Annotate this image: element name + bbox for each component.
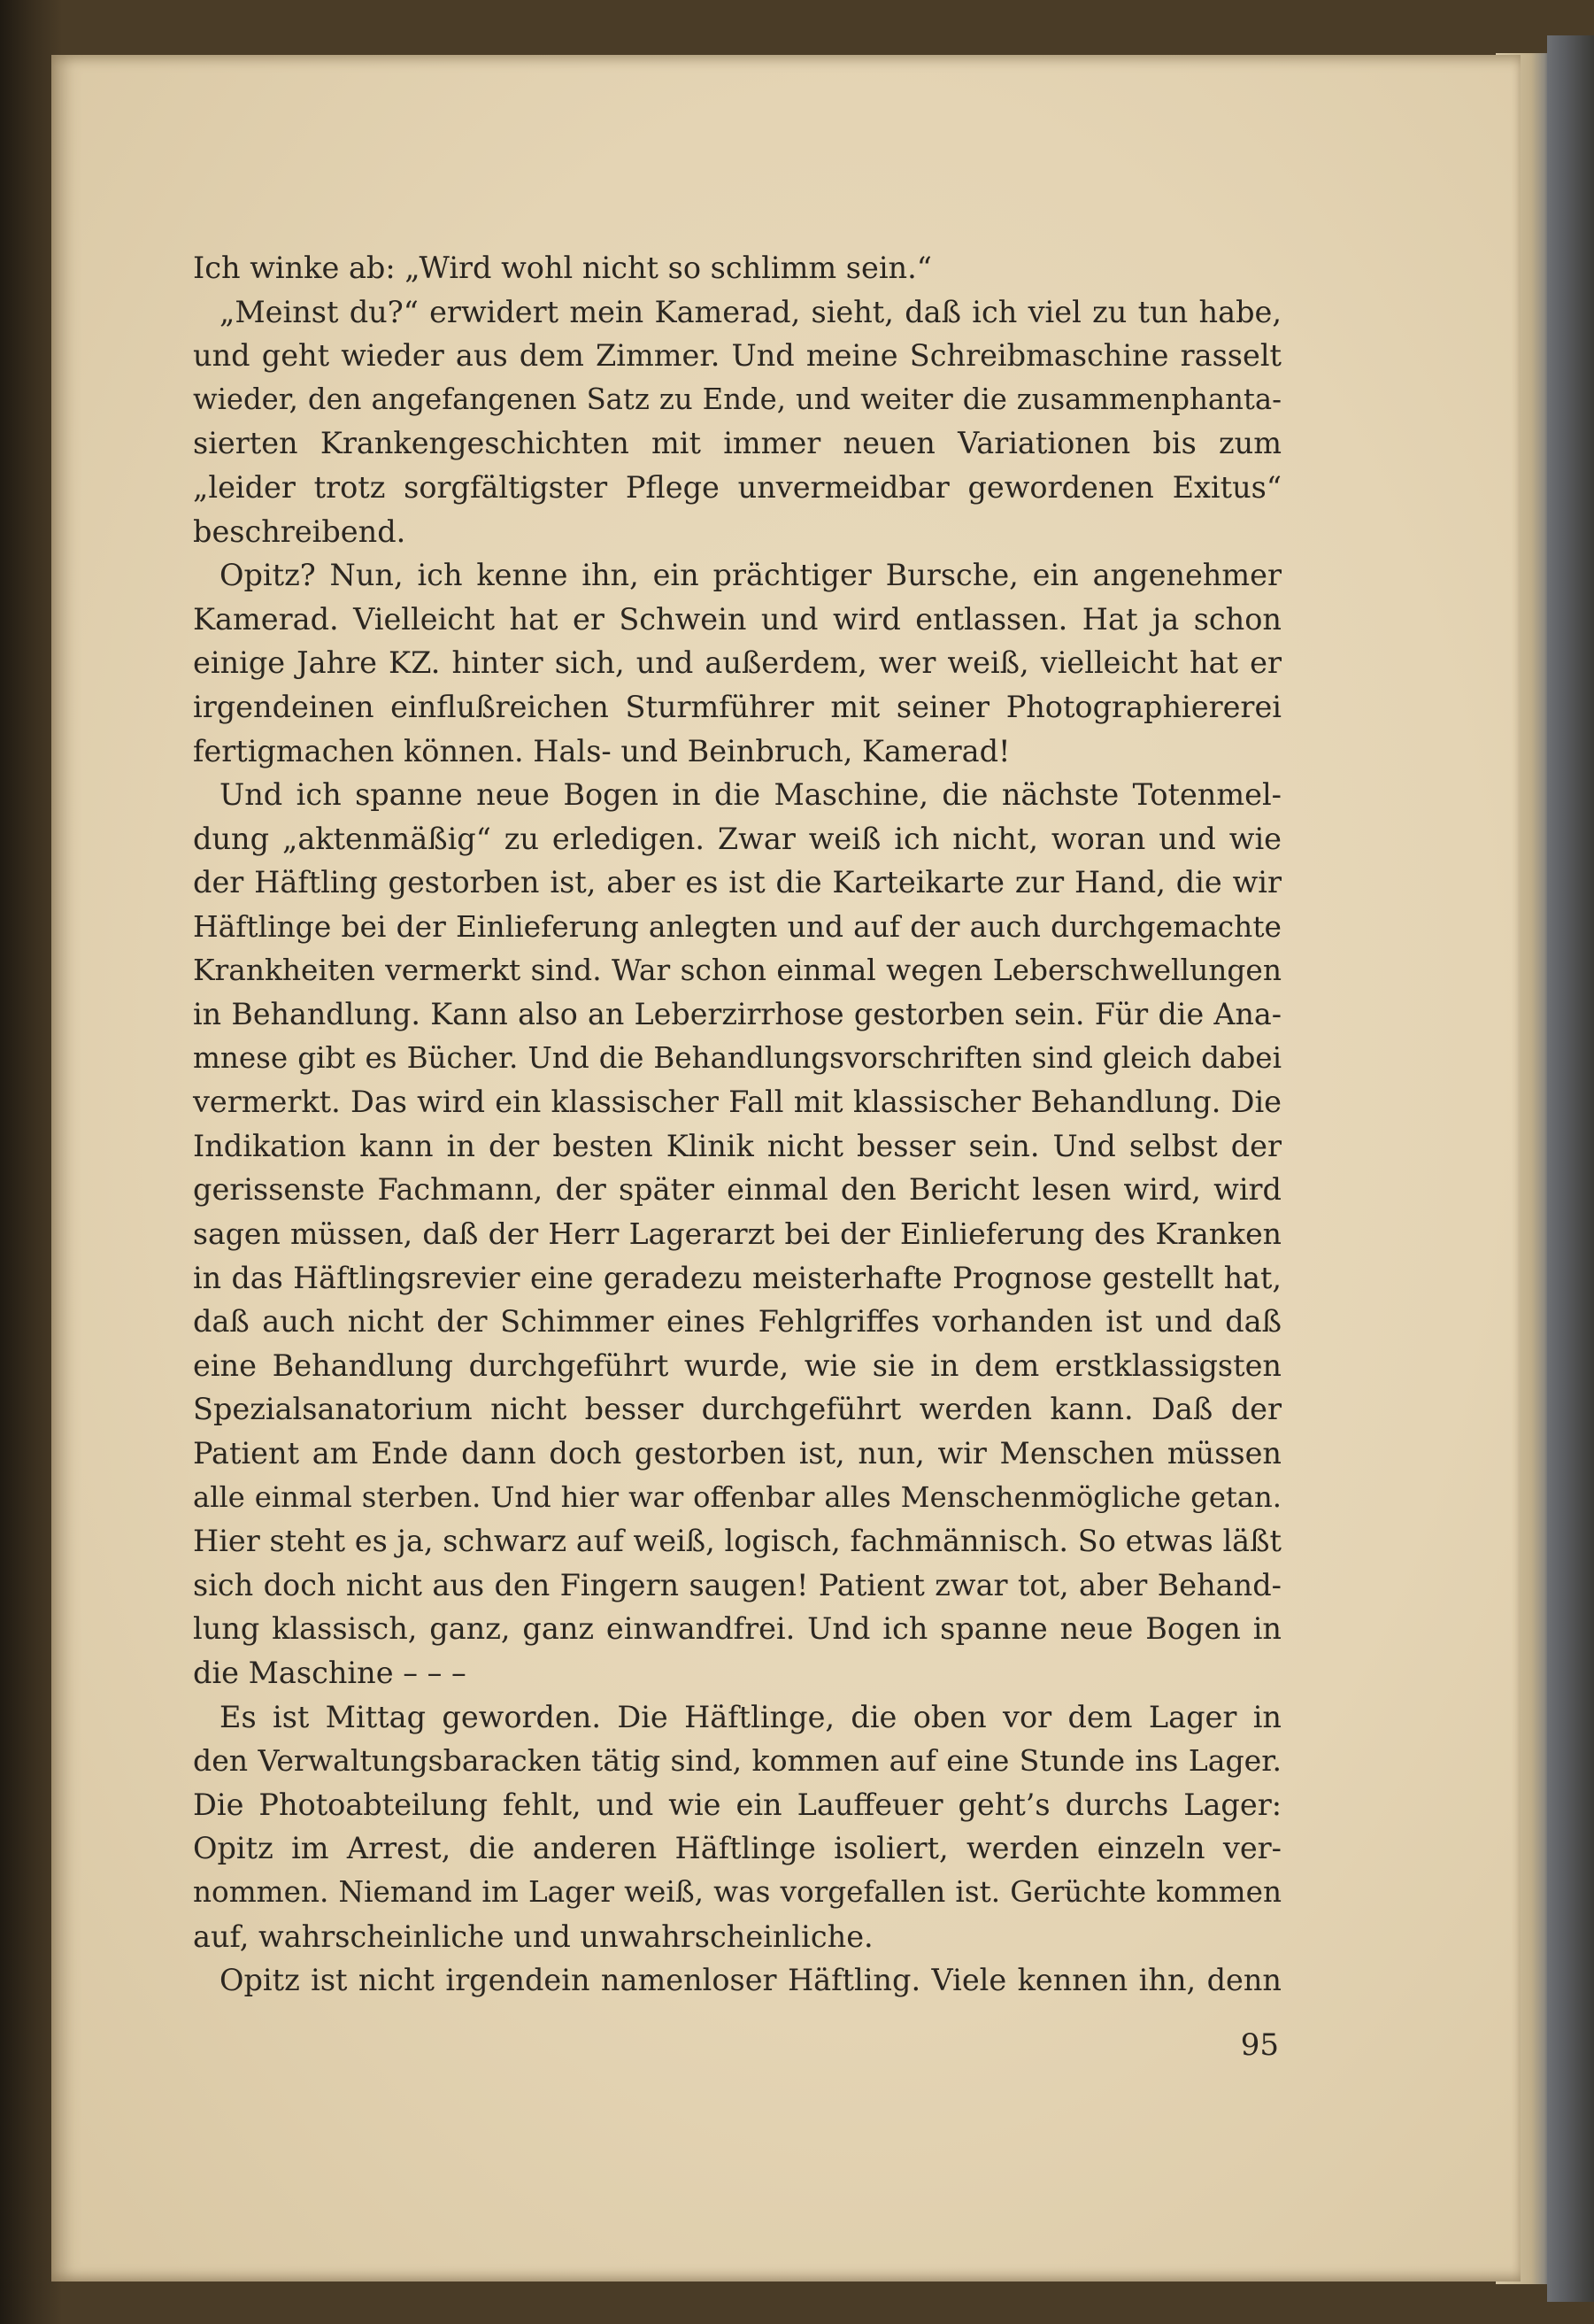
text-line: sierten Krankengeschichten mit immer neuen Variationen bis zum: [193, 426, 1282, 461]
text-line: Indikation kann in der besten Klinik nicht besser sein. Und selbst der: [193, 1128, 1282, 1163]
text-line: Und ich spanne neue Bogen in die Maschine, die nächste Totenmel-: [219, 777, 1282, 813]
text-line: Kamerad. Vielleicht hat er Schwein und wird entlassen. Hat ja schon: [193, 601, 1282, 637]
book-cover-edge: [1547, 35, 1594, 2302]
text-line: in Behandlung. Kann also an Leberzirrhose gestorben sein. Für die Ana-: [193, 997, 1282, 1032]
text-line: sagen müssen, daß der Herr Lagerarzt bei der Einlieferung des Kranken: [193, 1216, 1282, 1252]
page-number: 95: [1240, 2027, 1279, 2063]
text-line: Spezialsanatorium nicht besser durchgeführt werden kann. Daß der: [193, 1392, 1282, 1427]
text-line: gerissenste Fachmann, der später einmal den Bericht lesen wird, wird: [193, 1172, 1282, 1208]
text-line: irgendeinen einflußreichen Sturmführer mit seiner Photographiererei: [193, 689, 1282, 724]
text-line: dung „aktenmäßig“ zu erledigen. Zwar weiß ich nicht, woran und wie: [193, 821, 1282, 856]
text-line: daß auch nicht der Schimmer eines Fehlgriffes vorhanden ist und daß: [193, 1304, 1282, 1340]
text-line: Patient am Ende dann doch gestorben ist, nun, wir Menschen müssen: [193, 1436, 1282, 1471]
text-line: „leider trotz sorgfältigster Pflege unvermeidbar gewordenen Exitus“: [193, 469, 1282, 505]
text-line: alle einmal sterben. Und hier war offenbar alles Menschenmögliche getan.: [193, 1479, 1282, 1514]
text-line: die Maschine – – –: [193, 1656, 466, 1690]
text-line: Es ist Mittag geworden. Die Häftlinge, die oben vor dem Lager in: [219, 1699, 1282, 1734]
text-line: eine Behandlung durchgeführt wurde, wie sie in dem erstklassigsten: [193, 1347, 1282, 1383]
text-line: in das Häftlingsrevier eine geradezu meisterhafte Prognose gestellt hat,: [193, 1260, 1282, 1295]
text-line: fertigmachen können. Hals- und Beinbruch, Kamerad!: [193, 733, 1011, 768]
text-line: „Meinst du?“ erwidert mein Kamerad, sieht, daß ich viel zu tun habe,: [219, 294, 1282, 329]
text-line: beschreibend.: [193, 513, 406, 549]
text-line: Krankheiten vermerkt sind. War schon einmal wegen Leberschwellungen: [193, 953, 1282, 987]
text-line: und geht wieder aus dem Zimmer. Und meine Schreibmaschine rasselt: [193, 338, 1282, 374]
text-line: Opitz im Arrest, die anderen Häftlinge isoliert, werden einzeln ver-: [193, 1831, 1282, 1866]
text-line: sich doch nicht aus den Fingern saugen! Patient zwar tot, aber Behand-: [193, 1567, 1282, 1602]
text-line: Die Photoabteilung fehlt, und wie ein Lauffeuer geht’s durchs Lager:: [193, 1787, 1282, 1822]
text-line: auf, wahrscheinliche und unwahrscheinliche.: [193, 1919, 874, 1954]
text-line: nommen. Niemand im Lager weiß, was vorgefallen ist. Gerüchte kommen: [193, 1874, 1282, 1909]
text-line: Häftlinge bei der Einlieferung anlegten und auf der auch durchgemachte: [193, 908, 1282, 944]
text-line: wieder, den angefangenen Satz zu Ende, und weiter die zusammenphanta-: [193, 382, 1282, 416]
text-line: Opitz? Nun, ich kenne ihn, ein prächtiger Bursche, ein angenehmer: [219, 558, 1282, 593]
text-line: mnese gibt es Bücher. Und die Behandlungsvorschriften sind gleich dabei: [193, 1040, 1282, 1075]
text-line: der Häftling gestorben ist, aber es ist die Karteikarte zur Hand, die wir: [193, 865, 1282, 900]
text-line: vermerkt. Das wird ein klassischer Fall mit klassischer Behandlung. Die: [193, 1085, 1282, 1120]
text-line: Ich winke ab: „Wird wohl nicht so schlimm sein.“: [193, 251, 932, 285]
text-line: den Verwaltungsbaracken tätig sind, kommen auf eine Stunde ins Lager.: [193, 1743, 1282, 1779]
text-line: Hier steht es ja, schwarz auf weiß, logisch, fachmännisch. So etwas läßt: [193, 1524, 1282, 1559]
text-line: einige Jahre KZ. hinter sich, und außerdem, wer weiß, vielleicht hat er: [193, 645, 1282, 681]
text-line: lung klassisch, ganz, ganz einwandfrei. Und ich spanne neue Bogen in: [193, 1611, 1282, 1647]
text-line: Opitz ist nicht irgendein namenloser Häftling. Viele kennen ihn, denn: [219, 1963, 1282, 1998]
body-text: [193, 246, 1282, 2003]
